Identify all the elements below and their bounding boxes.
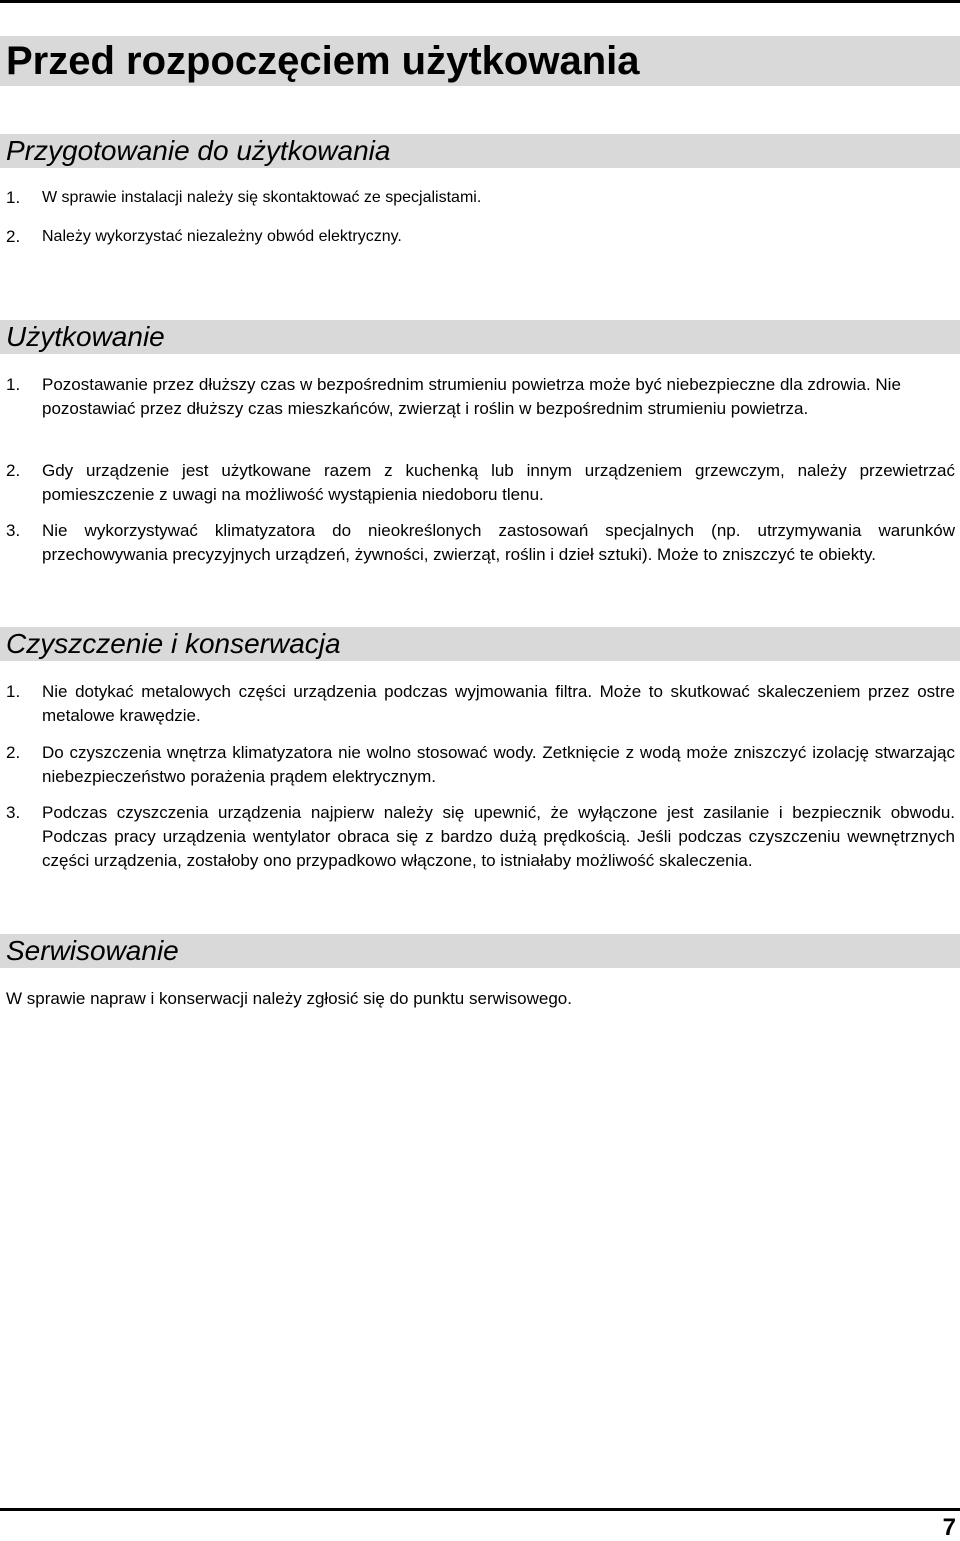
section-heading-service: Serwisowanie (0, 934, 960, 968)
bottom-rule (0, 1508, 960, 1511)
list-item-number: 1. (6, 188, 21, 207)
list-item (0, 459, 955, 507)
list-item-number: 2. (6, 743, 21, 762)
list-item-text: Nie wykorzystywać klimatyzatora do nieokreślonych zastosowań specjalnych (np. utrzymywania warunków przechowywania precyzyjnych urządzeń, żywności, zwierząt, roślin i dzieł sztuki). Może to zniszczyć te obiekty. (42, 521, 955, 564)
list-item (0, 519, 955, 567)
page-title: Przed rozpoczęciem użytkowania (0, 36, 960, 86)
section-heading-cleaning: Czyszczenie i konserwacja (0, 627, 960, 661)
list-item (0, 741, 955, 789)
list-item-number: 1. (6, 375, 21, 394)
list-item-text: Gdy urządzenie jest użytkowane razem z kuchenką lub innym urządzeniem grzewczym, należy przewietrzać pomieszczenie z uwagi na możliwość wystąpienia niedoboru tlenu. (42, 461, 955, 504)
list-item-text: Należy wykorzystać niezależny obwód elektryczny. (42, 228, 402, 245)
list-item-number: 2. (6, 461, 21, 480)
list-item-number: 1. (6, 682, 21, 701)
page-number: 7 (942, 1514, 956, 1541)
section-heading-preparation: Przygotowanie do użytkowania (0, 134, 960, 168)
list-item-text: Podczas czyszczenia urządzenia najpierw należy się upewnić, że wyłączone jest zasilanie i bezpiecznik obwodu. Podczas pracy urządzenia wentylator obraca się z bardzo dużą prędkością. Jeśli podczas czyszczeniu wewnętrznych części urządzenia, zostałoby ono przypadkowo włączone, to istniałaby możliwość skaleczenia. (42, 803, 955, 870)
list-item (0, 373, 955, 421)
list-item (0, 186, 955, 210)
list-item-text: Do czyszczenia wnętrza klimatyzatora nie wolno stosować wody. Zetknięcie z wodą może zniszczyć izolację stwarzając niebezpieczeństwo porażenia prądem elektrycznym. (42, 743, 955, 786)
list-item-text: Nie dotykać metalowych części urządzenia podczas wyjmowania filtra. Może to skutkować skaleczeniem przez ostre metalowe krawędzie. (42, 682, 955, 725)
service-paragraph: W sprawie napraw i konserwacji należy zgłosić się do punktu serwisowego. (6, 989, 572, 1008)
list-item (0, 801, 955, 873)
list-item (0, 680, 955, 728)
list-item-number: 2. (6, 227, 21, 246)
list-item-number: 3. (6, 803, 21, 822)
list-item (0, 225, 955, 249)
list-item-number: 3. (6, 521, 21, 540)
top-rule (0, 0, 960, 3)
list-item-text: W sprawie instalacji należy się skontaktować ze specjalistami. (42, 189, 482, 206)
list-item-text: Pozostawanie przez dłuższy czas w bezpośrednim strumieniu powietrza może być niebezpieczne dla zdrowia. Nie pozostawiać przez dłuższy czas mieszkańców, zwierząt i roślin w bezpośrednim strumieniu powietrza. (42, 375, 901, 418)
section-heading-usage: Użytkowanie (0, 320, 960, 354)
